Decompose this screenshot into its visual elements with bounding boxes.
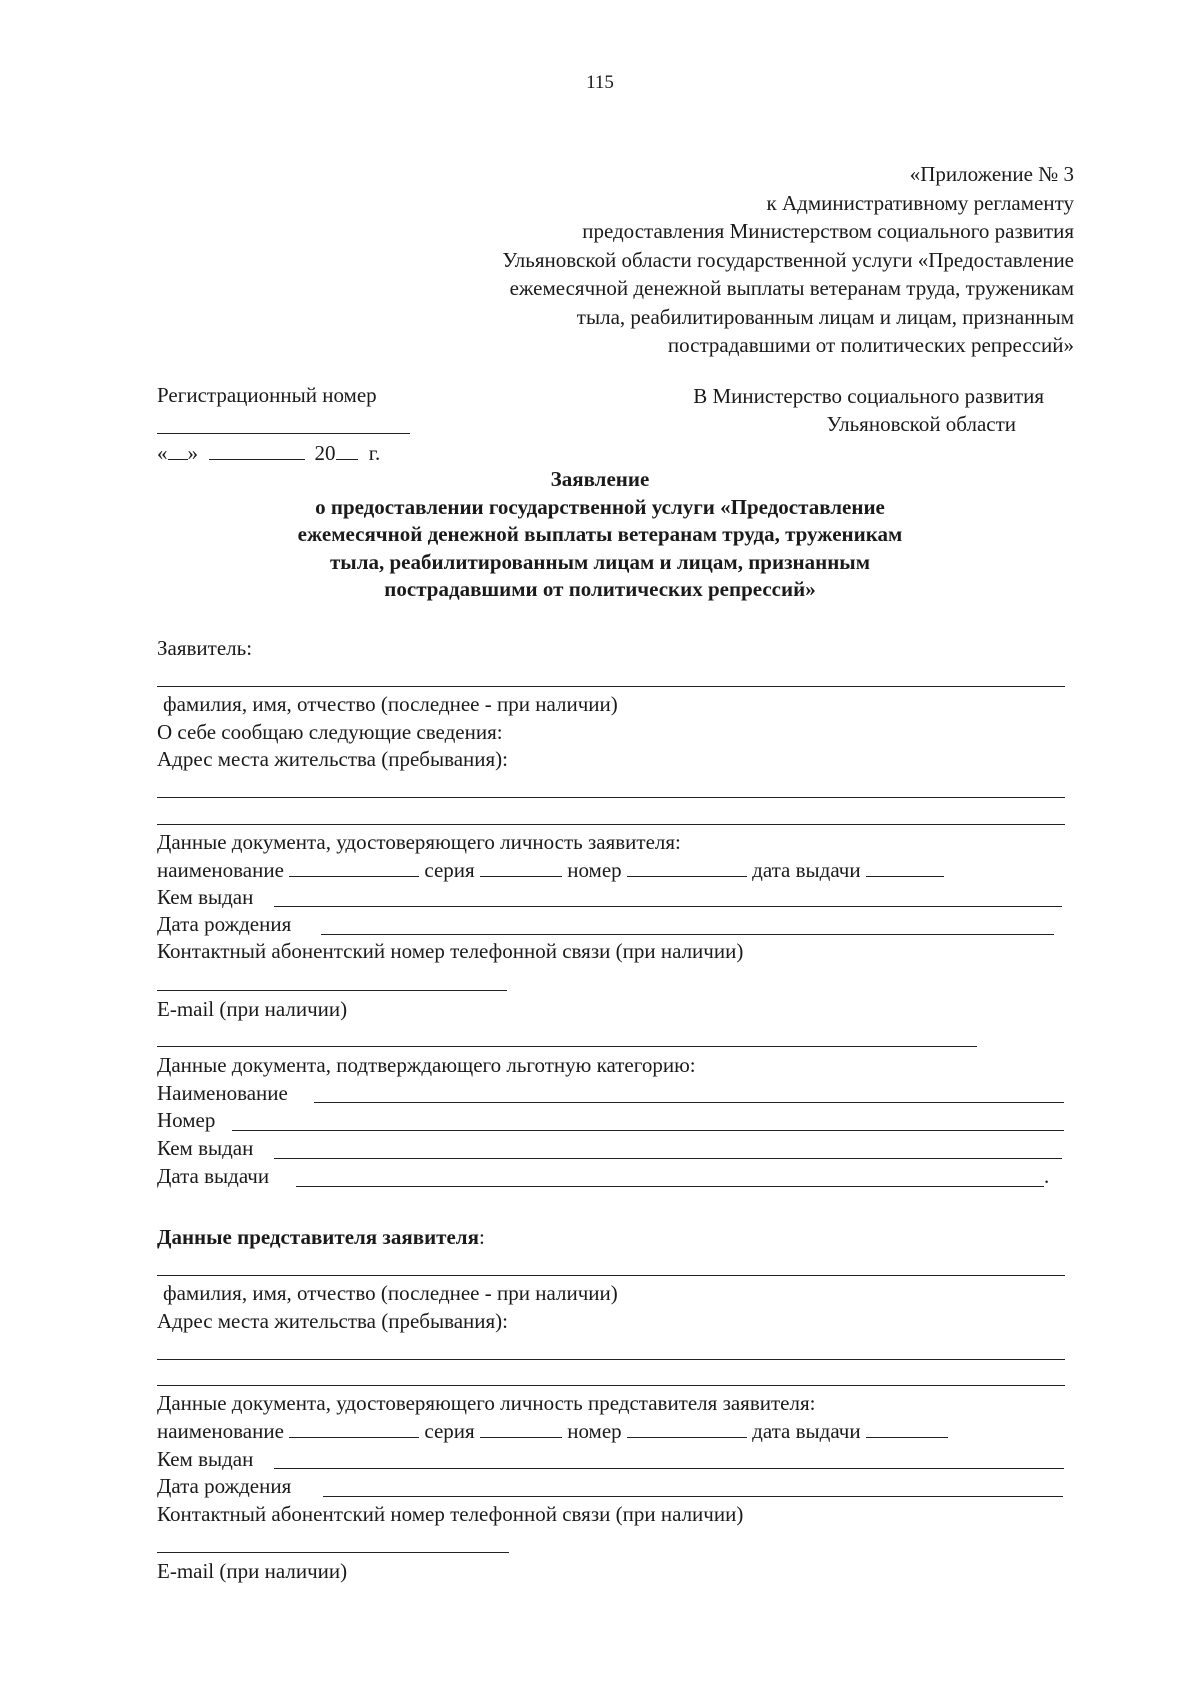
id-issue-date-field[interactable] (866, 858, 944, 877)
benefit-doc-issued-by-label: Кем выдан (157, 1136, 254, 1160)
rep-id-number-label: номер (567, 1419, 622, 1443)
applicant-birth-date-field[interactable] (321, 934, 1054, 935)
applicant-address-label: Адрес места жительства (пребывания): (157, 747, 509, 771)
title-line: Заявление (550, 467, 650, 491)
rep-id-series-label: серия (424, 1419, 475, 1443)
rep-id-issue-date-field[interactable] (866, 1419, 948, 1438)
id-series-label: серия (424, 858, 475, 882)
benefit-doc-number-label: Номер (157, 1108, 216, 1132)
applicant-birth-date-label: Дата рождения (157, 912, 292, 936)
annex-line: предоставления Министерством социального развития (582, 219, 1074, 243)
applicant-about: О себе сообщаю следующие сведения: (157, 720, 503, 744)
representative-birth-date-label: Дата рождения (157, 1474, 292, 1498)
benefit-doc-issue-date-label: Дата выдачи (157, 1164, 270, 1188)
title-line: о предоставлении государственной услуги «Предоставление (315, 494, 885, 519)
benefit-doc-number-field[interactable] (232, 1130, 1064, 1131)
registration-date[interactable] (157, 440, 380, 466)
ministry-line: В Министерство социального развития (693, 384, 1044, 408)
representative-fio-field[interactable] (157, 1275, 1065, 1276)
representative-phone-field[interactable] (157, 1552, 509, 1553)
representative-address-field-2[interactable] (157, 1385, 1065, 1386)
representative-issued-by-label: Кем выдан (157, 1447, 254, 1471)
id-series-field[interactable] (480, 858, 562, 877)
year-prefix: 20 (314, 441, 336, 465)
benefit-doc-name-label: Наименование (157, 1081, 288, 1105)
annex-reference (502, 160, 1074, 360)
representative-phone-label: Контактный абонентский номер телефонной связи (при наличии) (157, 1502, 744, 1526)
applicant-address-field-1[interactable] (157, 797, 1065, 798)
annex-line: тыла, реабилитированным лицам и лицам, признанным (576, 304, 1074, 329)
applicant-label: Заявитель: (157, 636, 253, 660)
representative-address-field-1[interactable] (157, 1359, 1065, 1360)
year-suffix: г. (368, 441, 381, 465)
rep-id-number-field[interactable] (627, 1419, 747, 1438)
applicant-phone-label: Контактный абонентский номер телефонной связи (при наличии) (157, 939, 744, 963)
applicant-email-label: E-mail (при наличии) (157, 997, 348, 1021)
annex-line: к Административному регламенту (766, 190, 1074, 215)
benefit-doc-issued-by-field[interactable] (274, 1158, 1062, 1159)
applicant-email-field[interactable] (157, 1046, 977, 1047)
representative-birth-date-field[interactable] (323, 1496, 1063, 1497)
representative-heading-colon: : (478, 1225, 485, 1249)
benefit-doc-issue-date-field[interactable] (296, 1186, 1044, 1187)
rep-id-series-field[interactable] (480, 1419, 562, 1438)
annex-line: пострадавшими от политических репрессий» (667, 333, 1074, 357)
id-name-label: наименование (157, 858, 284, 882)
annex-line: ежемесячной денежной выплаты ветеранам труда, труженикам (509, 276, 1074, 300)
annex-line: Ульяновской области государственной услуги «Предоставление (502, 247, 1074, 272)
representative-heading (157, 1224, 485, 1250)
representative-address-label: Адрес места жительства (пребывания): (157, 1309, 509, 1333)
representative-heading-text: Данные представителя заявителя (157, 1225, 479, 1249)
representative-id-doc-row (157, 1418, 948, 1444)
applicant-id-doc-row (157, 857, 944, 883)
benefit-doc-end-mark: . (1044, 1164, 1050, 1188)
annex-line: «Приложение № 3 (909, 162, 1074, 186)
representative-id-doc-title: Данные документа, удостоверяющего личность представителя заявителя: (157, 1391, 816, 1415)
id-name-field[interactable] (289, 858, 419, 877)
title-line: ежемесячной денежной выплаты ветеранам труда, труженикам (297, 522, 903, 546)
applicant-fio-field[interactable] (157, 686, 1065, 687)
representative-fio-caption: фамилия, имя, отчество (последнее - при наличии) (163, 1281, 618, 1305)
id-issue-date-label: дата выдачи (752, 858, 861, 882)
rep-id-issue-date-label: дата выдачи (752, 1419, 861, 1443)
applicant-address-field-2[interactable] (157, 824, 1065, 825)
representative-issued-by-field[interactable] (274, 1468, 1064, 1469)
id-number-field[interactable] (627, 858, 747, 877)
id-number-label: номер (567, 858, 622, 882)
benefit-doc-name-field[interactable] (314, 1102, 1064, 1103)
rep-id-name-label: наименование (157, 1419, 284, 1443)
applicant-issued-by-label: Кем выдан (157, 885, 254, 909)
applicant-issued-by-field[interactable] (274, 906, 1062, 907)
quote-close: » (187, 441, 198, 465)
applicant-id-doc-title: Данные документа, удостоверяющего личность заявителя: (157, 830, 681, 854)
quote-open: « (157, 441, 168, 465)
registration-label: Регистрационный номер (157, 383, 377, 407)
title-line: пострадавшими от политических репрессий» (384, 577, 816, 601)
ministry-line: Ульяновской области (826, 412, 1016, 436)
applicant-fio-caption: фамилия, имя, отчество (последнее - при наличии) (163, 692, 618, 716)
application-title (0, 466, 1200, 604)
rep-id-name-field[interactable] (289, 1419, 419, 1438)
title-line: тыла, реабилитированным лицам и лицам, признанным (329, 549, 871, 574)
page-number: 115 (586, 72, 614, 93)
registration-number-field[interactable] (157, 433, 410, 434)
representative-email-label: E-mail (при наличии) (157, 1559, 348, 1583)
benefit-doc-title: Данные документа, подтверждающего льготную категорию: (157, 1053, 696, 1077)
ministry-addressee (693, 382, 1044, 438)
applicant-phone-field[interactable] (157, 990, 507, 991)
